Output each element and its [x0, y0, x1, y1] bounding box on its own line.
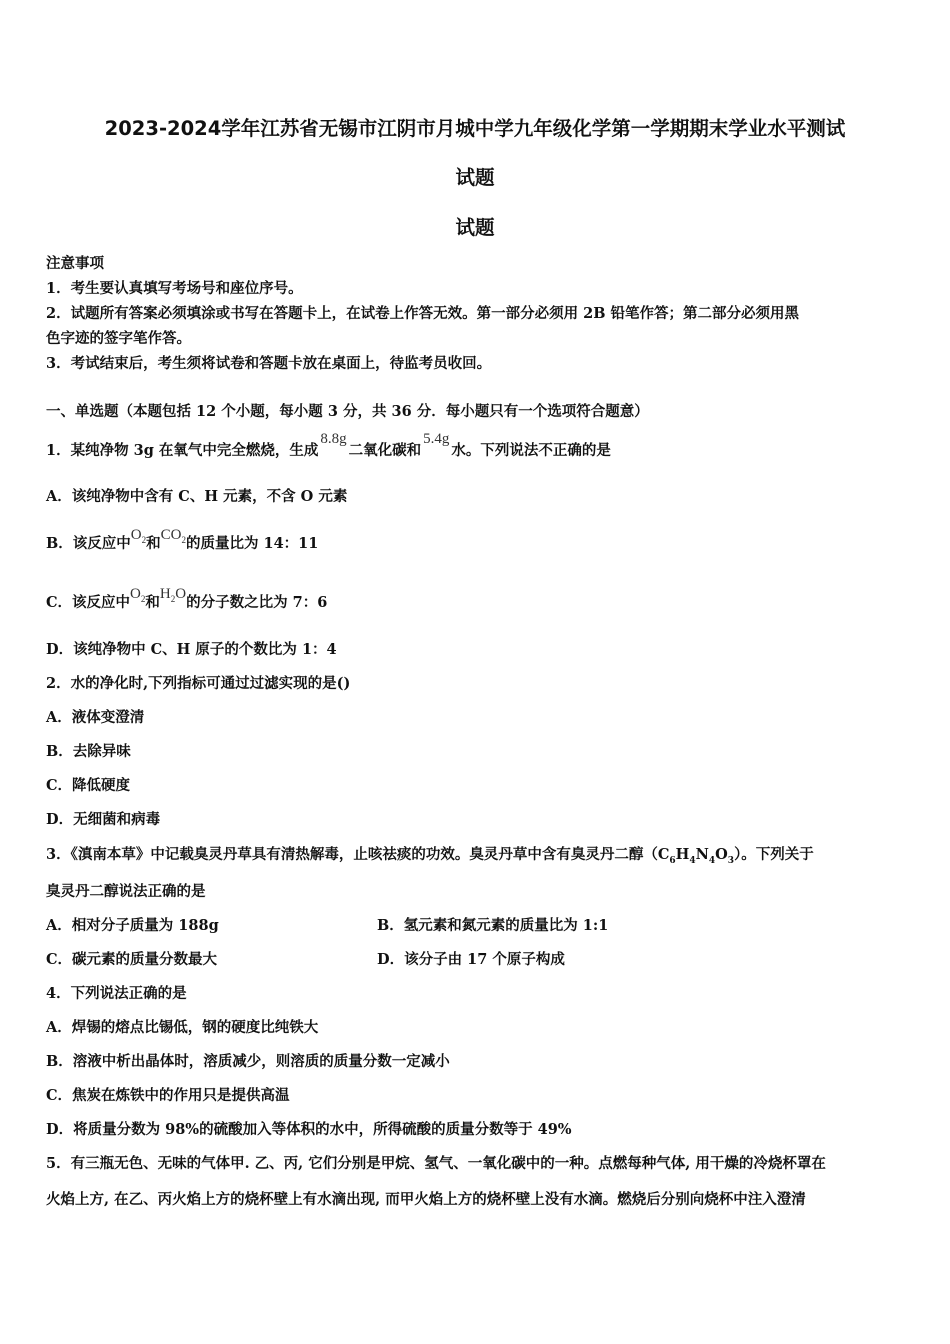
q5-stem-cont: 火焰上方, 在乙、丙火焰上方的烧杯壁上有水滴出现, 而甲火焰上方的烧杯壁上没有水滴。燃烧后分别向烧杯中注入澄清	[46, 1191, 806, 1208]
q1-option-c	[46, 586, 328, 613]
q4-stem: 4．下列说法正确的是	[46, 985, 187, 1002]
formula-co2-sub: 2	[181, 535, 186, 545]
q3-option-b: B．氢元素和氮元素的质量比为 1:1	[377, 917, 609, 934]
q1-option-d: D．该纯净物中 C、H 原子的个数比为 1：4	[46, 641, 337, 658]
q1-option-b-text: 的质量比为 14：11	[185, 535, 319, 552]
notice-item-2: 2．试题所有答案必须填涂或书写在答题卡上，在试卷上作答无效。第一部分必须用 2B 铅笔作答；第二部分必须用黑	[46, 305, 800, 322]
q3-option-a: A．相对分子质量为 188g	[46, 917, 219, 934]
formula-h2o-h: H	[159, 586, 171, 602]
notice-item-1: 1．考生要认真填写考场号和座位序号。	[46, 280, 303, 297]
q3-option-d: D．该分子由 17 个原子构成	[377, 951, 565, 968]
q3-element: N	[695, 846, 709, 863]
q1-stem-part: 二氧化碳和	[348, 442, 422, 459]
q1-option-c-text: C．该反应中	[46, 594, 131, 611]
notice-heading: 注意事项	[46, 255, 104, 272]
q3-element: H	[675, 846, 690, 863]
q2-option-a: A．液体变澄清	[46, 709, 145, 726]
formula-o2-o: O	[130, 527, 142, 543]
q5-stem: 5．有三瓶无色、无味的气体甲. 乙、丙, 它们分别是甲烷、氢气、一氧化碳中的一种。点燃每种气体, 用干燥的冷烧杯罩在	[46, 1155, 826, 1172]
q1-stem-part: 水。下列说法不正确的是	[451, 442, 611, 459]
formula-h2o	[160, 586, 186, 602]
q4-option-c: C．焦炭在炼铁中的作用只是提供高温	[46, 1087, 290, 1104]
notice-item-2-cont: 色字迹的签字笔作答。	[46, 330, 191, 347]
notice-item-3: 3．考试结束后，考生须将试卷和答题卡放在桌面上，待监考员收回。	[46, 355, 492, 372]
formula-o2	[130, 586, 145, 602]
q3-option-c: C．碳元素的质量分数最大	[46, 951, 218, 968]
q1-option-b	[46, 527, 319, 554]
q1-h2o-mass: 5.4g	[423, 431, 450, 447]
q3-stem-part: ）。下列关于	[734, 846, 814, 863]
q4-option-d: D．将质量分数为 98%的硫酸加入等体积的水中，所得硫酸的质量分数等于 49%	[46, 1121, 572, 1138]
q1-option-b-and: 和	[146, 535, 161, 552]
q1-option-b-text: B．该反应中	[46, 535, 131, 552]
formula-co2	[161, 527, 186, 543]
q2-option-d: D．无细菌和病毒	[46, 811, 161, 828]
q3-sub: 4	[689, 855, 696, 866]
exam-title: 2023-2024学年江苏省无锡市江阴市月城中学九年级化学第一学期期末学业水平测试	[104, 117, 846, 140]
q1-option-c-text: 的分子数之比为 7：6	[186, 594, 328, 611]
q3-stem-cont: 臭灵丹二醇说法正确的是	[46, 883, 206, 900]
formula-o2	[131, 527, 146, 543]
q1-option-a: A．该纯净物中含有 C、H 元素，不含 O 元素	[46, 488, 348, 505]
q1-stem	[46, 431, 611, 460]
q3-sub: 3	[727, 855, 735, 866]
q1-co2-mass: 8.8g	[320, 431, 347, 447]
q1-option-c-and: 和	[145, 594, 160, 611]
q1-stem-part: 1．某纯净物 3g 在氧气中完全燃烧，生成	[46, 442, 319, 459]
exam-subtitle: 试题	[455, 216, 495, 239]
q4-option-a: A．焊锡的熔点比锡低，钢的硬度比纯铁大	[46, 1019, 319, 1036]
q3-sub: 6	[669, 855, 676, 866]
formula-o2-sub: 2	[141, 535, 147, 545]
q2-stem: 2．水的净化时,下列指标可通过过滤实现的是()	[46, 675, 351, 692]
q3-stem	[46, 843, 814, 866]
formula-h2o-o: O	[175, 586, 187, 602]
q2-option-c: C．降低硬度	[46, 777, 131, 794]
q3-sub: 4	[708, 855, 716, 866]
q4-option-b: B．溶液中析出晶体时，溶质减少，则溶质的质量分数一定减小	[46, 1053, 450, 1070]
formula-o2-o: O	[130, 586, 141, 602]
formula-o2-sub: 2	[140, 594, 146, 604]
q2-option-b: B．去除异味	[46, 743, 131, 760]
formula-co2-co: CO	[160, 527, 182, 543]
formula-h2o-sub: 2	[170, 594, 176, 604]
exam-title-line2: 试题	[455, 166, 495, 189]
section-heading: 一、单选题（本题包括 12 个小题，每小题 3 分，共 36 分．每小题只有一个选项符合题意）	[46, 403, 649, 420]
q3-stem-part: 3．《滇南本草》中记载臭灵丹草具有清热解毒，止咳祛痰的功效。臭灵丹草中含有臭灵丹二醇（C	[46, 846, 670, 863]
q3-element: O	[715, 846, 728, 863]
